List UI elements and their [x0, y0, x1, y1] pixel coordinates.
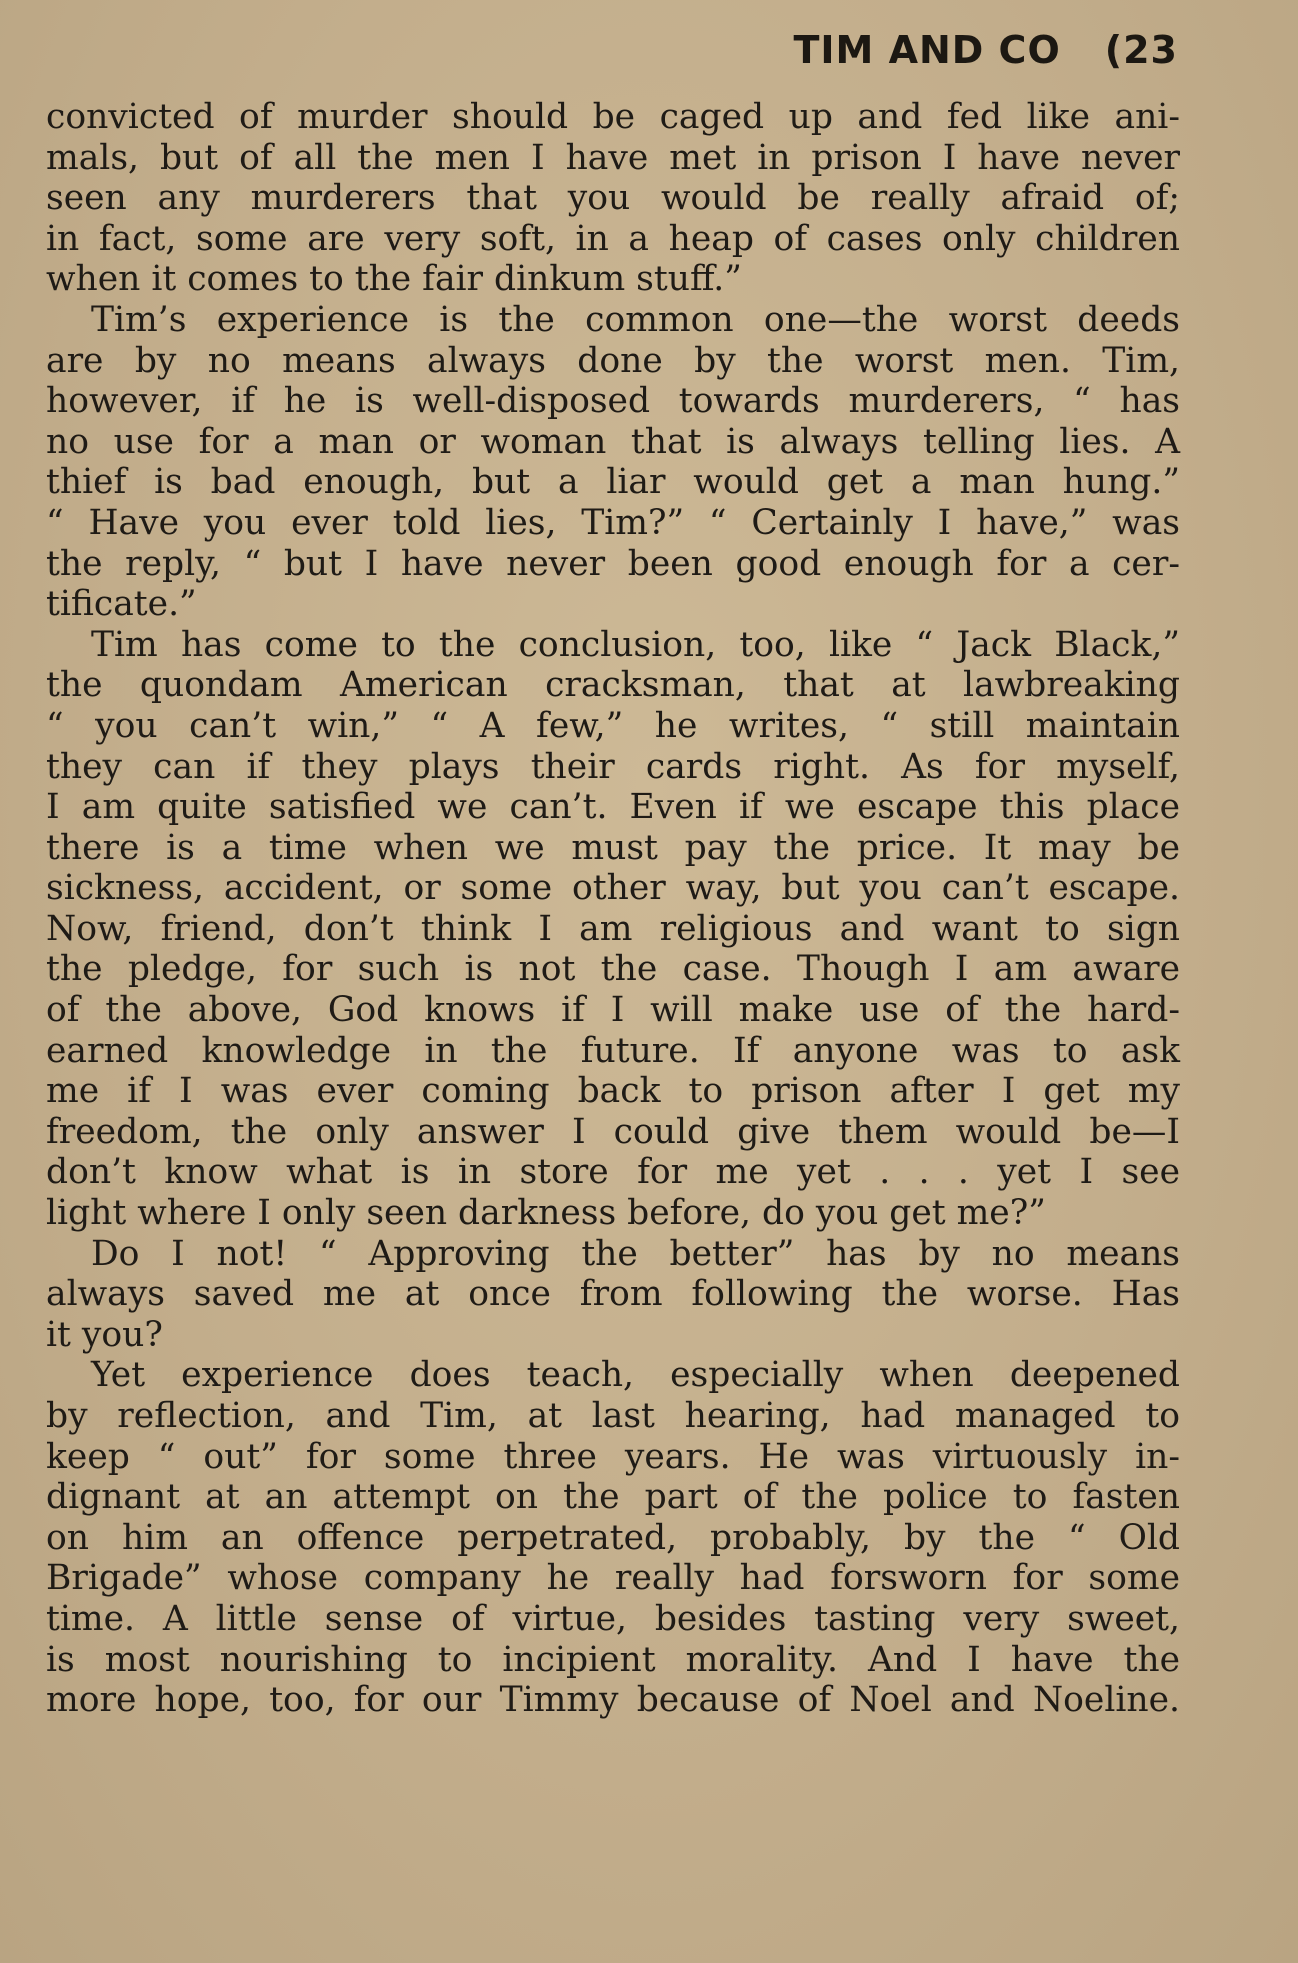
text-line: “ you can’t win,” “ A few,” he writes, “ still maintain [46, 705, 1180, 746]
text-line: are by no means always done by the worst men. Tim, [46, 340, 1180, 381]
text-line: on him an offence perpetrated, probably, by the “ Old [46, 1517, 1180, 1558]
page-number: (23 [1104, 28, 1178, 72]
paragraph [46, 625, 1180, 1234]
text-line: Now, friend, don’t think I am religious and want to sign [46, 908, 1180, 949]
text-line: thief is bad enough, but a liar would get a man hung.” [46, 462, 1180, 503]
text-line: in fact, some are very soft, in a heap of cases only children [46, 218, 1180, 259]
text-line: convicted of murder should be caged up and fed like ani- [46, 97, 1180, 137]
text-line: Yet experience does teach, especially when deepened [91, 1355, 1180, 1396]
text-line: sickness, accident, or some other way, but you can’t escape. [46, 868, 1180, 909]
text-line: no use for a man or woman that is always telling lies. A [46, 421, 1180, 462]
text-line: keep “ out” for some three years. He was virtuously in- [46, 1436, 1180, 1477]
text-line: I am quite satisfied we can’t. Even if we escape this place [46, 787, 1180, 828]
text-line: always saved me at once from following the worse. Has [46, 1274, 1180, 1315]
text-line: me if I was ever coming back to prison after I get my [46, 1071, 1180, 1112]
text-line: earned knowledge in the future. If anyone was to ask [46, 1030, 1180, 1071]
text-line: don’t know what is in store for me yet . . . yet I see [46, 1152, 1180, 1193]
paragraph [46, 97, 1180, 300]
paragraph [46, 300, 1180, 625]
text-line: however, if he is well-disposed towards murderers, “ has [46, 381, 1180, 422]
text-line: when it comes to the fair dinkum stuff.” [46, 259, 742, 300]
text-line: time. A little sense of virtue, besides tasting very sweet, [46, 1598, 1180, 1639]
text-line: of the above, God knows if I will make use of the hard- [46, 990, 1180, 1031]
text-line: dignant at an attempt on the part of the police to fasten [46, 1477, 1180, 1518]
text-line: “ Have you ever told lies, Tim?” “ Certainly I have,” was [46, 502, 1180, 543]
body-text [46, 97, 1180, 1721]
text-line: Tim’s experience is the common one—the worst deeds [91, 299, 1180, 340]
text-line: it you? [46, 1314, 163, 1355]
text-line: light where I only seen darkness before, do you get me?” [46, 1193, 1046, 1234]
running-header [793, 28, 1178, 72]
text-line: the quondam American cracksman, that at lawbreaking [46, 665, 1180, 706]
paragraph [46, 1355, 1180, 1720]
text-line: seen any murderers that you would be really afraid of; [46, 178, 1180, 219]
paragraph [46, 1234, 1180, 1356]
text-line: mals, but of all the men I have met in prison I have never [46, 137, 1180, 178]
text-line: tificate.” [46, 584, 197, 625]
text-line: is most nourishing to incipient morality. And I have the [46, 1639, 1180, 1680]
text-line: by reflection, and Tim, at last hearing, had managed to [46, 1396, 1180, 1436]
text-line: more hope, too, for our Timmy because of Noel and Noeline. [46, 1680, 1180, 1721]
text-line: freedom, the only answer I could give them would be—I [46, 1111, 1180, 1152]
text-line: Brigade” whose company he really had forsworn for some [46, 1558, 1180, 1599]
text-line: the pledge, for such is not the case. Though I am aware [46, 949, 1180, 990]
text-line: Do I not! “ Approving the better” has by no means [91, 1233, 1180, 1274]
text-line: they can if they plays their cards right. As for myself, [46, 746, 1180, 787]
header-title: TIM AND CO [793, 28, 1061, 72]
text-line: the reply, “ but I have never been good enough for a cer- [46, 543, 1180, 584]
text-line: there is a time when we must pay the price. It may be [46, 827, 1180, 868]
text-line: Tim has come to the conclusion, too, like “ Jack Black,” [91, 624, 1180, 665]
